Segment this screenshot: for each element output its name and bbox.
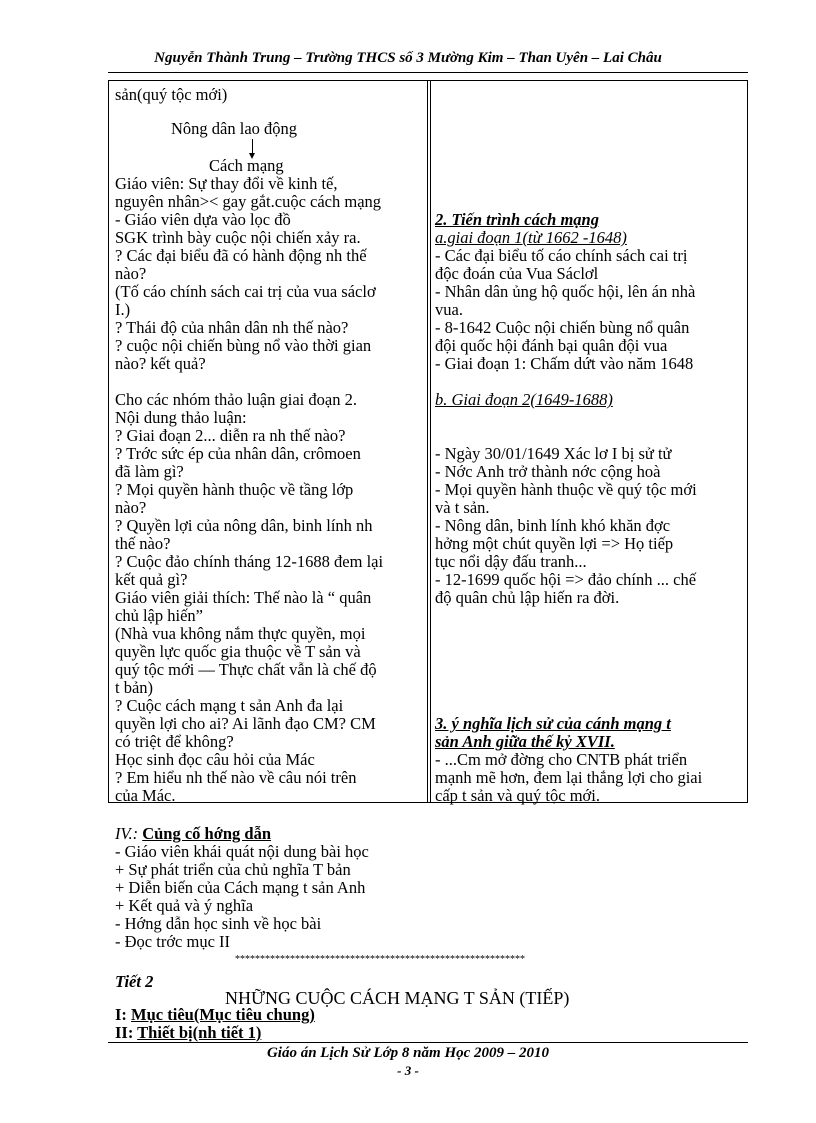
section-iv-line: + Kết quả và ý nghĩa [115, 896, 254, 915]
right-line: cấp t sản và quý tộc mới. [435, 786, 600, 805]
right-line: - Nông dân, binh lính khó khăn đợc [435, 516, 671, 535]
left-line: nào? [115, 498, 147, 517]
tiet-label: Tiết 2 [115, 972, 154, 991]
left-line: quyền lực quốc gia thuộc về T sản và [115, 642, 361, 661]
left-line: Giáo viên giải thích: Thế nào là “ quân [115, 588, 372, 607]
right-line: - Nớc Anh trở thành nớc cộng hoà [435, 462, 661, 481]
left-line: ? Mọi quyền hành thuộc về tầng lớp [115, 480, 354, 499]
left-line: (Tố cáo chính sách cai trị của vua sáclơ [115, 282, 376, 301]
column-divider [427, 80, 428, 803]
left-line: nào? kết quả? [115, 354, 206, 373]
section-iv-line: + Diễn biến của Cách mạng t sản Anh [115, 878, 366, 897]
left-line: ? Các đại biểu đã có hành động nh thế [115, 246, 367, 265]
left-line: ? Em hiểu nh thế nào về câu nói trên [115, 768, 357, 787]
right-line: - ...Cm mở đờng cho CNTB phát triển [435, 750, 688, 769]
section-iv-heading [115, 825, 271, 843]
right-line: và t sản. [435, 498, 490, 517]
right-line: - Các đại biểu tố cáo chính sách cai trị [435, 246, 688, 265]
right-line: đội quốc hội đánh bại quân đội vua [435, 336, 668, 355]
page-footer: Giáo án Lịch Sử Lớp 8 năm Học 2009 – 2010 [266, 1045, 550, 1061]
subheading-a: a.giai đoạn 1(từ 1662 -1648) [435, 228, 627, 247]
section-iv-title: Củng cố hớng dẫn [142, 824, 272, 843]
lesson-title: NHỮNG CUỘC CÁCH MẠNG T SẢN (TIẾP) [225, 988, 570, 1008]
left-line: kết quả gì? [115, 570, 188, 589]
right-line: - Giai đoạn 1: Chấm dứt vào năm 1648 [435, 354, 694, 373]
left-line: Giáo viên: Sự thay đổi về kinh tế, [115, 174, 338, 193]
star-separator: ********************************************************** [235, 954, 525, 965]
heading-3: 3. ý nghĩa lịch sử của cánh mạng t [435, 714, 671, 733]
right-line: - Mọi quyền hành thuộc về quý tộc mới [435, 480, 697, 499]
left-line: Nông dân lao động [171, 119, 298, 138]
section-iv-line: - Hớng dẫn học sinh về học bài [115, 914, 322, 933]
left-line: ? Giai đoạn 2... diễn ra nh thế nào? [115, 426, 346, 445]
thiet-bi-prefix: II: [115, 1023, 134, 1042]
right-line: vua. [435, 300, 463, 319]
left-line: SGK trình bày cuộc nội chiến xảy ra. [115, 228, 361, 247]
right-line: - 8-1642 Cuộc nội chiến bùng nổ quân [435, 318, 690, 337]
page-header: Nguyễn Thành Trung – Trường THCS số 3 Mường Kim – Than Uyên – Lai Châu [154, 50, 662, 66]
left-line: Nội dung thảo luận: [115, 408, 247, 427]
left-line: Học sinh đọc câu hỏi của Mác [115, 750, 315, 769]
heading-3-cont: sản Anh giữa thế kỷ XVII. [435, 732, 615, 751]
left-line: quyền lợi cho ai? Ai lãnh đạo CM? CM [115, 714, 376, 733]
footer-rule [108, 1042, 748, 1043]
section-iv-line: + Sự phát triển của chủ nghĩa T bản [115, 860, 351, 879]
left-line: Cho các nhóm thảo luận giai đoạn 2. [115, 390, 357, 409]
right-line: hởng một chút quyền lợi => Họ tiếp [435, 534, 674, 553]
left-line: ? cuộc nội chiến bùng nổ vào thời gian [115, 336, 372, 355]
left-line: thế nào? [115, 534, 171, 553]
muc-tieu-line [115, 1006, 315, 1024]
left-line: sản(quý tộc mới) [115, 85, 228, 104]
left-line: - Giáo viên dựa vào lọc đồ [115, 210, 291, 229]
page-number: - 3 - [397, 1063, 419, 1078]
down-arrow-icon [252, 139, 253, 155]
right-line: mạnh mẽ hơn, đem lại thắng lợi cho giai [435, 768, 703, 787]
left-line: quý tộc mới — Thực chất vẫn là chế độ [115, 660, 377, 679]
header-rule [108, 72, 748, 73]
left-line: nguyên nhân>< gay gắt.cuộc cách mạng [115, 192, 382, 211]
subheading-b: b. Giai đoạn 2(1649-1688) [435, 390, 613, 409]
right-line: - Nhân dân ủng hộ quốc hội, lên án nhà [435, 282, 696, 301]
left-line: ? Cuộc đảo chính tháng 12-1688 đem lại [115, 552, 384, 571]
left-line: ? Trớc sức ép của nhân dân, crômoen [115, 444, 361, 463]
left-line: I.) [115, 300, 131, 319]
section-iv-prefix: IV.: [115, 824, 139, 843]
muc-tieu-prefix: I: [115, 1005, 127, 1024]
muc-tieu-text: Mục tiêu(Mục tiêu chung) [131, 1005, 315, 1024]
left-line: ? Thái độ của nhân dân nh thế nào? [115, 318, 349, 337]
right-line: - 12-1699 quốc hội => đảo chính ... chế [435, 570, 697, 589]
left-line: ? Cuộc cách mạng t sản Anh đa lại [115, 696, 344, 715]
column-divider-2 [430, 80, 431, 803]
left-line: ? Quyền lợi của nông dân, binh lính nh [115, 516, 373, 535]
thiet-bi-text: Thiết bị(nh tiết 1) [137, 1023, 262, 1042]
right-line: - Ngày 30/01/1649 Xác lơ I bị sử tử [435, 444, 672, 463]
left-line: có triệt để không? [115, 732, 234, 751]
left-line: của Mác. [115, 786, 176, 805]
left-line: chủ lập hiến” [115, 606, 203, 625]
section-iv-line: - Giáo viên khái quát nội dung bài học [115, 842, 369, 861]
left-line: Cách mạng [209, 156, 284, 175]
thiet-bi-line [115, 1024, 261, 1042]
right-line: tục nổi dậy đấu tranh... [435, 552, 587, 571]
right-line: độc đoán của Vua Sáclơl [435, 264, 599, 283]
left-line: nào? [115, 264, 147, 283]
left-line: (Nhà vua không nắm thực quyền, mọi [115, 624, 366, 643]
right-line: độ quân chủ lập hiến ra đời. [435, 588, 620, 607]
section-iv-line: - Đọc trớc mục II [115, 932, 231, 951]
left-line: t bản) [115, 678, 154, 697]
left-line: đã làm gì? [115, 462, 184, 481]
heading-2: 2. Tiến trình cách mạng [435, 210, 599, 229]
